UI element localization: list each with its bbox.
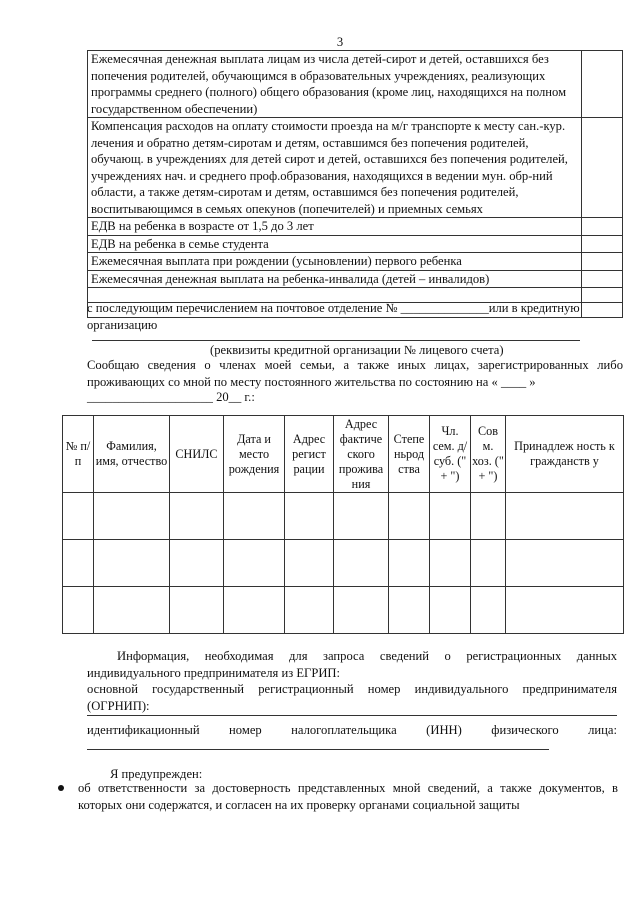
cell[interactable] [94,587,170,634]
bullet-text: об ответственности за достоверность представленных мной сведений, а также документов, в которых они содержатся, и согласен на их проверку органами социальной защиты [78,781,618,812]
col-header: Адрес фактиче ского прожива ния [334,416,389,493]
family-intro: Сообщаю сведения о членах моей семьи, а также иных лицах, зарегистрированных либо проживающих со мной по месту постоянного жительства по состоянию на « ____ » [87,358,623,389]
cell[interactable] [224,493,285,540]
benefit-checkbox-cell[interactable] [582,253,623,271]
benefit-label: Компенсация расходов на оплату стоимости проезда на м/г транспорте к месту сан.-кур. лечения и обратно детям-сиротам и детям, оставшимся без попечения родителей, обучающ. в учреждениях для детей сирот и детей, оставшихся без попечения родителей, учреждениях нач. и среднего проф.образования, находящихся в ведении мун. обр-ний области, а также детям-сиротам и детям, оставшимся без попечения родителей, воспитывающимся в семьях опекунов (попечителей) и приемных семьях [88,118,582,218]
col-header: Фамилия, имя, отчество [94,416,170,493]
cell[interactable] [430,540,471,587]
col-header: Адрес регист рации [285,416,334,493]
benefits-table [87,50,623,318]
cell[interactable] [285,540,334,587]
ogrnip-label: основной государственный регистрационный номер индивидуального предпринимателя (ОГРНИП): [87,682,617,713]
benefit-checkbox-cell[interactable] [582,118,623,218]
table-row [63,493,624,540]
table-row [63,540,624,587]
inn-word: лица: [588,723,617,737]
cell[interactable] [430,493,471,540]
inn-word: физического [491,723,559,737]
family-table [62,415,624,634]
cell[interactable] [285,493,334,540]
page-number: 3 [336,35,344,49]
cell[interactable] [334,587,389,634]
benefit-checkbox-cell[interactable] [582,235,623,253]
inn-field[interactable] [87,749,549,750]
benefit-label: Ежемесячная денежная выплата лицам из числа детей-сирот и детей, оставшихся без попечения родителей, обучающимся в образовательных учреждениях, реализующих программы среднего (полного) общего образования (кроме лиц, находящихся на полном государственном обеспечении) [88,51,582,118]
inn-word: идентификационный [87,723,200,737]
cell[interactable] [389,493,430,540]
inn-word: налогоплательщика [291,723,397,737]
col-header: № п/п [63,416,94,493]
table-row [88,118,623,218]
cell[interactable] [471,587,506,634]
benefit-label: ЕДВ на ребенка в возрасте от 1,5 до 3 лет [88,218,582,236]
cell[interactable] [471,493,506,540]
table-row [88,218,623,236]
col-header: СНИЛС [170,416,224,493]
bank-caption: (реквизиты кредитной организации № лицевого счета) [210,343,504,357]
cell[interactable] [334,493,389,540]
cell[interactable] [63,587,94,634]
table-row [88,235,623,253]
cell[interactable] [170,540,224,587]
col-header: Степе ньрод ства [389,416,430,493]
col-header: Сов м. хоз. (" + ") [471,416,506,493]
cell[interactable] [94,540,170,587]
cell[interactable] [94,493,170,540]
table-row [88,51,623,118]
cell[interactable] [506,540,624,587]
benefit-checkbox-cell[interactable] [582,218,623,236]
cell[interactable] [63,493,94,540]
table-row [88,253,623,271]
cell[interactable] [430,587,471,634]
col-header: Дата и место рождения [224,416,285,493]
inn-word: (ИНН) [426,723,462,737]
egrip-info: Информация, необходимая для запроса сведений о регистрационных данных индивидуального предпринимателя из ЕГРИП: [87,649,617,680]
postal-line: с последующим перечислением на почтовое отделение № ______________или в кредитную организацию [87,301,580,332]
benefit-checkbox-cell[interactable] [582,51,623,118]
ogrnip-field[interactable] [87,715,617,716]
cell[interactable] [63,540,94,587]
cell[interactable] [224,587,285,634]
benefit-label: ЕДВ на ребенка в семье студента [88,235,582,253]
inn-label [87,722,617,739]
date-line: ____________________ 20__ г.: [87,390,255,404]
cell[interactable] [285,587,334,634]
inn-word: номер [229,723,262,737]
table-header-row [63,416,624,493]
cell[interactable] [334,540,389,587]
benefit-label: Ежемесячная денежная выплата на ребенка-инвалида (детей – инвалидов) [88,270,582,288]
cell[interactable] [506,493,624,540]
bank-details-field[interactable] [92,340,580,341]
col-header: Чл. сем. д/суб. (" + ") [430,416,471,493]
table-row [88,270,623,288]
cell[interactable] [506,587,624,634]
benefit-label: Ежемесячная выплата при рождении (усыновлении) первого ребенка [88,253,582,271]
cell[interactable] [170,587,224,634]
cell[interactable] [471,540,506,587]
warned-heading: Я предупрежден: [110,767,203,781]
cell[interactable] [389,587,430,634]
cell[interactable] [170,493,224,540]
cell[interactable] [389,540,430,587]
benefit-checkbox-cell[interactable] [582,270,623,288]
bullet-icon [58,785,64,791]
table-row [63,587,624,634]
col-header: Принадлеж ность к гражданств у [506,416,624,493]
cell[interactable] [224,540,285,587]
